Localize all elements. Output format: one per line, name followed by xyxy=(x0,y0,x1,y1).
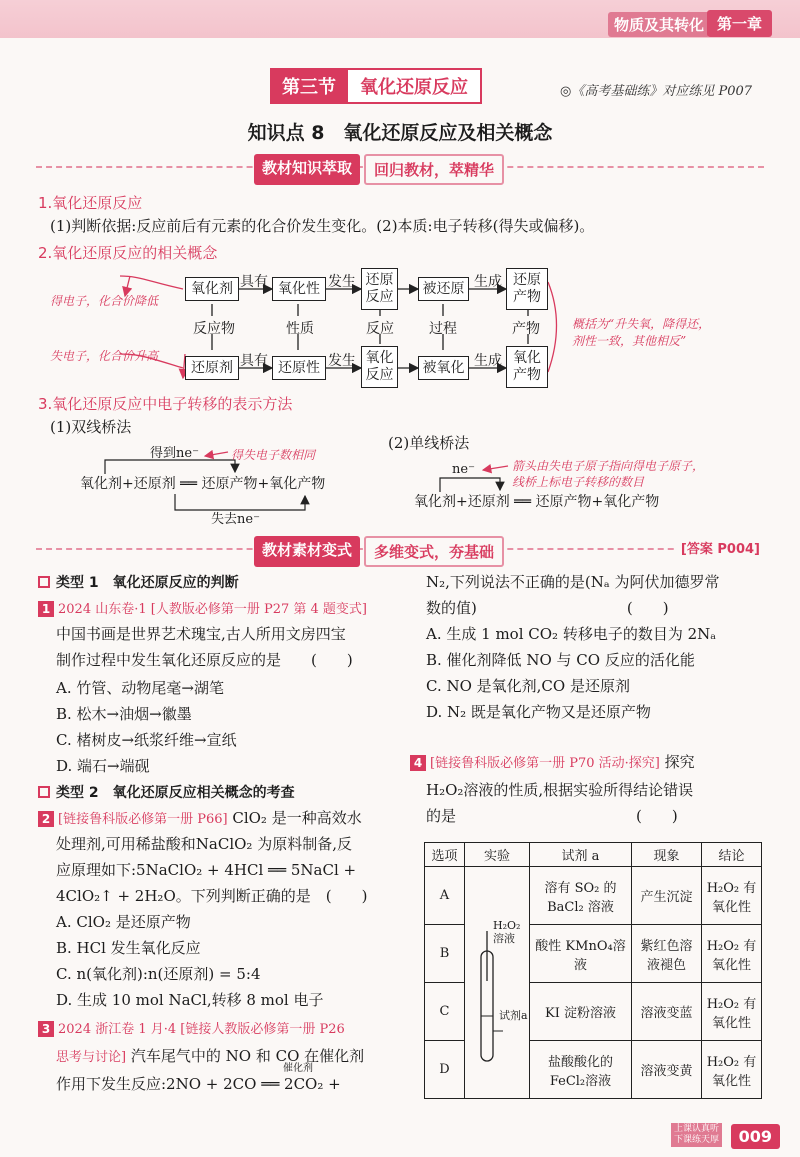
band-label-2: 教材素材变式 xyxy=(254,536,360,567)
band-textbook-knowledge xyxy=(36,154,764,180)
q4-stem-2: H₂O₂溶液的性质,根据实验所得结论错误 xyxy=(426,781,694,799)
note-summary: 概括为“升失氧，降得还， 剂性一致，其他相反” xyxy=(572,317,711,348)
q3-condition: 催化剂 xyxy=(283,1063,313,1074)
q2-option-a: A. ClO₂ 是还原产物 xyxy=(56,913,191,931)
page-number: 009 xyxy=(731,1124,780,1149)
box-oxidant: 氧化剂 xyxy=(185,277,239,301)
experiment-table xyxy=(424,842,762,1099)
q3-stem-2: 作用下发生反应:2NO + 2CO ══ 2CO₂ + xyxy=(56,1075,341,1093)
band-label: 教材知识萃取 xyxy=(254,154,360,185)
box-oxidized: 被氧化 xyxy=(418,356,469,380)
arrow-label-has: 具有 xyxy=(240,274,268,290)
th-conclusion: 结论 xyxy=(702,843,762,867)
heading-3: 3.氧化还原反应中电子转移的表示方法 xyxy=(38,395,293,413)
th-reagent: 试剂 a xyxy=(530,843,632,867)
single-bridge-equation: 氧化剂+还原剂 ══ 还原产物+氧化产物 xyxy=(414,494,660,510)
q2-stem-2: 处理剂,可用稀盐酸和NaClO₂ 为原料制备,反 xyxy=(56,835,352,853)
single-bridge-note: 箭头由失电子原子指向得电子原子， 线桥上标电子转移的数目 xyxy=(512,459,705,489)
chapter-number: 第一章 xyxy=(707,10,772,37)
table-header-row xyxy=(425,843,762,867)
mid-product: 产物 xyxy=(512,321,540,337)
band-sublabel-2: 多维变式，夯基础 xyxy=(364,536,504,567)
q1-option-a: A. 竹管、动物尾毫→湖笔 xyxy=(56,679,224,697)
section-title: 氧化还原反应 xyxy=(348,68,482,104)
chapter-name: 物质及其转化 xyxy=(608,12,710,37)
note-gain-electrons: 得电子，化合价降低 xyxy=(50,294,159,308)
q3-line-2: 思考与讨论] 汽车尾气中的 NO 和 CO 在催化剂 xyxy=(56,1047,365,1065)
table-row: B 酸性 KMnO₄溶液 紫红色溶液褪色 H₂O₂ 有氧化性 xyxy=(425,925,762,983)
double-bridge-note: 得失电子数相同 xyxy=(231,448,316,462)
band-sublabel: 回归教材，萃精华 xyxy=(364,154,504,185)
box-reducing: 还原性 xyxy=(272,356,326,380)
apparatus-cell xyxy=(465,867,530,1099)
q1-option-c: C. 楮树皮→纸浆纤维→宣纸 xyxy=(56,731,237,749)
mid-process: 过程 xyxy=(429,321,457,337)
q1-stem-1: 中国书画是世界艺术瑰宝,古人所用文房四宝 xyxy=(56,625,346,643)
section-number: 第三节 xyxy=(270,68,348,104)
q3-option-d: D. N₂ 既是氧化产物又是还原产物 xyxy=(426,703,651,721)
q4-line-1: 4 [链接鲁科版必修第一册 P70 活动·探究] 探究 xyxy=(410,752,695,774)
band-material-variation xyxy=(36,536,764,562)
type-2-heading: 类型 2 氧化还原反应相关概念的考查 xyxy=(38,782,295,802)
table-row: D 盐酸酸化的 FeCl₂溶液 溶液变黄 H₂O₂ 有氧化性 xyxy=(425,1041,762,1099)
arrow-label-produce-2: 生成 xyxy=(474,353,502,369)
th-experiment: 实验 xyxy=(465,843,530,867)
box-reductant: 还原剂 xyxy=(185,356,239,380)
top-bar xyxy=(0,0,800,38)
knowledge-point-title: 知识点 8 氧化还原反应及相关概念 xyxy=(247,122,553,144)
table-row: A H₂O₂ 溶液 试剂a 溶有 SO₂ 的 BaCl₂ 溶液 产生沉淀 H₂O₂ 有氧化性 xyxy=(425,867,762,925)
arrow-label-undergo-2: 发生 xyxy=(328,353,356,369)
table-row: C KI 淀粉溶液 溶液变蓝 H₂O₂ 有氧化性 xyxy=(425,983,762,1041)
q2-line-1: 2 [链接鲁科版必修第一册 P66] ClO₂ 是一种高效水 xyxy=(38,808,362,830)
q3-option-b: B. 催化剂降低 NO 与 CO 反应的活化能 xyxy=(426,651,695,669)
box-reduction-reaction: 还原 反应 xyxy=(361,268,398,310)
section-banner xyxy=(270,71,482,101)
double-bridge-label: (1)双线桥法 xyxy=(50,418,132,436)
double-bridge-lose: 失去ne⁻ xyxy=(211,512,260,527)
arrow-label-has-2: 具有 xyxy=(240,353,268,369)
q3-cont-2: 数的值) ( ) xyxy=(426,599,669,617)
test-tube-icon xyxy=(469,881,525,1081)
q1-option-d: D. 端石→端砚 xyxy=(56,757,150,775)
arrow-label-produce: 生成 xyxy=(474,274,502,290)
q4-stem-3: 的是 ( ) xyxy=(426,807,678,825)
q2-stem-3: 应原理如下:5NaClO₂ + 4HCl ══ 5NaCl + xyxy=(56,861,357,879)
double-bridge-equation: 氧化剂+还原剂 ══ 还原产物+氧化产物 xyxy=(80,476,326,492)
heading-2: 2.氧化还原反应的相关概念 xyxy=(38,244,218,262)
single-bridge-electrons: ne⁻ xyxy=(452,462,475,477)
q1-stem-2: 制作过程中发生氧化还原反应的是 ( ) xyxy=(56,651,353,669)
answer-reference: [答案 P004] xyxy=(677,538,764,557)
th-phenomenon: 现象 xyxy=(632,843,702,867)
q1-source: 1 2024 山东卷·1 [人教版必修第一册 P27 第 4 题变式] xyxy=(38,598,367,620)
box-oxidation-product: 氧化 产物 xyxy=(506,346,548,388)
mid-property: 性质 xyxy=(286,321,314,337)
mid-reaction: 反应 xyxy=(366,321,394,337)
cross-reference: ◎《高考基础练》对应练见 P007 xyxy=(560,84,753,99)
double-bridge-gain: 得到ne⁻ xyxy=(150,446,199,461)
single-bridge-label: (2)单线桥法 xyxy=(388,434,470,452)
q3-source: 3 2024 浙江卷 1 月·4 [链接人教版必修第一册 P26 xyxy=(38,1018,345,1040)
box-reduced: 被还原 xyxy=(418,277,469,301)
q1-option-b: B. 松木→油烟→徽墨 xyxy=(56,705,192,723)
footer-tag: 上课认真听 下课练天厚 xyxy=(671,1123,722,1147)
q3-option-a: A. 生成 1 mol CO₂ 转移电子的数目为 2Nₐ xyxy=(426,625,717,643)
box-reduction-product: 还原 产物 xyxy=(506,268,548,310)
arrow-label-undergo: 发生 xyxy=(328,274,356,290)
q2-stem-4: 4ClO₂↑ + 2H₂O。下列判断正确的是 ( ) xyxy=(56,887,368,905)
apparatus-reagent-label: 试剂a xyxy=(499,1009,528,1022)
th-option: 选项 xyxy=(425,843,465,867)
q3-cont-1: N₂,下列说法不正确的是(Nₐ 为阿伏加德罗常 xyxy=(426,573,720,591)
q2-option-d: D. 生成 10 mol NaCl,转移 8 mol 电子 xyxy=(56,991,324,1009)
note-lose-electrons: 失电子，化合价升高 xyxy=(50,349,159,363)
type-1-heading: 类型 1 氧化还原反应的判断 xyxy=(38,572,239,592)
heading-1: 1.氧化还原反应 xyxy=(38,194,143,212)
mid-reactant: 反应物 xyxy=(193,321,235,337)
q2-option-b: B. HCl 发生氧化反应 xyxy=(56,939,201,957)
apparatus-h2o2-label: H₂O₂ 溶液 xyxy=(493,919,521,945)
s1-body: (1)判断依据:反应前后有元素的化合价发生变化。(2)本质:电子转移(得失或偏移)。 xyxy=(50,217,595,235)
q2-option-c: C. n(氧化剂):n(还原剂) = 5:4 xyxy=(56,965,261,983)
q3-option-c: C. NO 是氧化剂,CO 是还原剂 xyxy=(426,677,630,695)
box-oxidizing: 氧化性 xyxy=(272,277,326,301)
box-oxidation-reaction: 氧化 反应 xyxy=(361,346,398,388)
